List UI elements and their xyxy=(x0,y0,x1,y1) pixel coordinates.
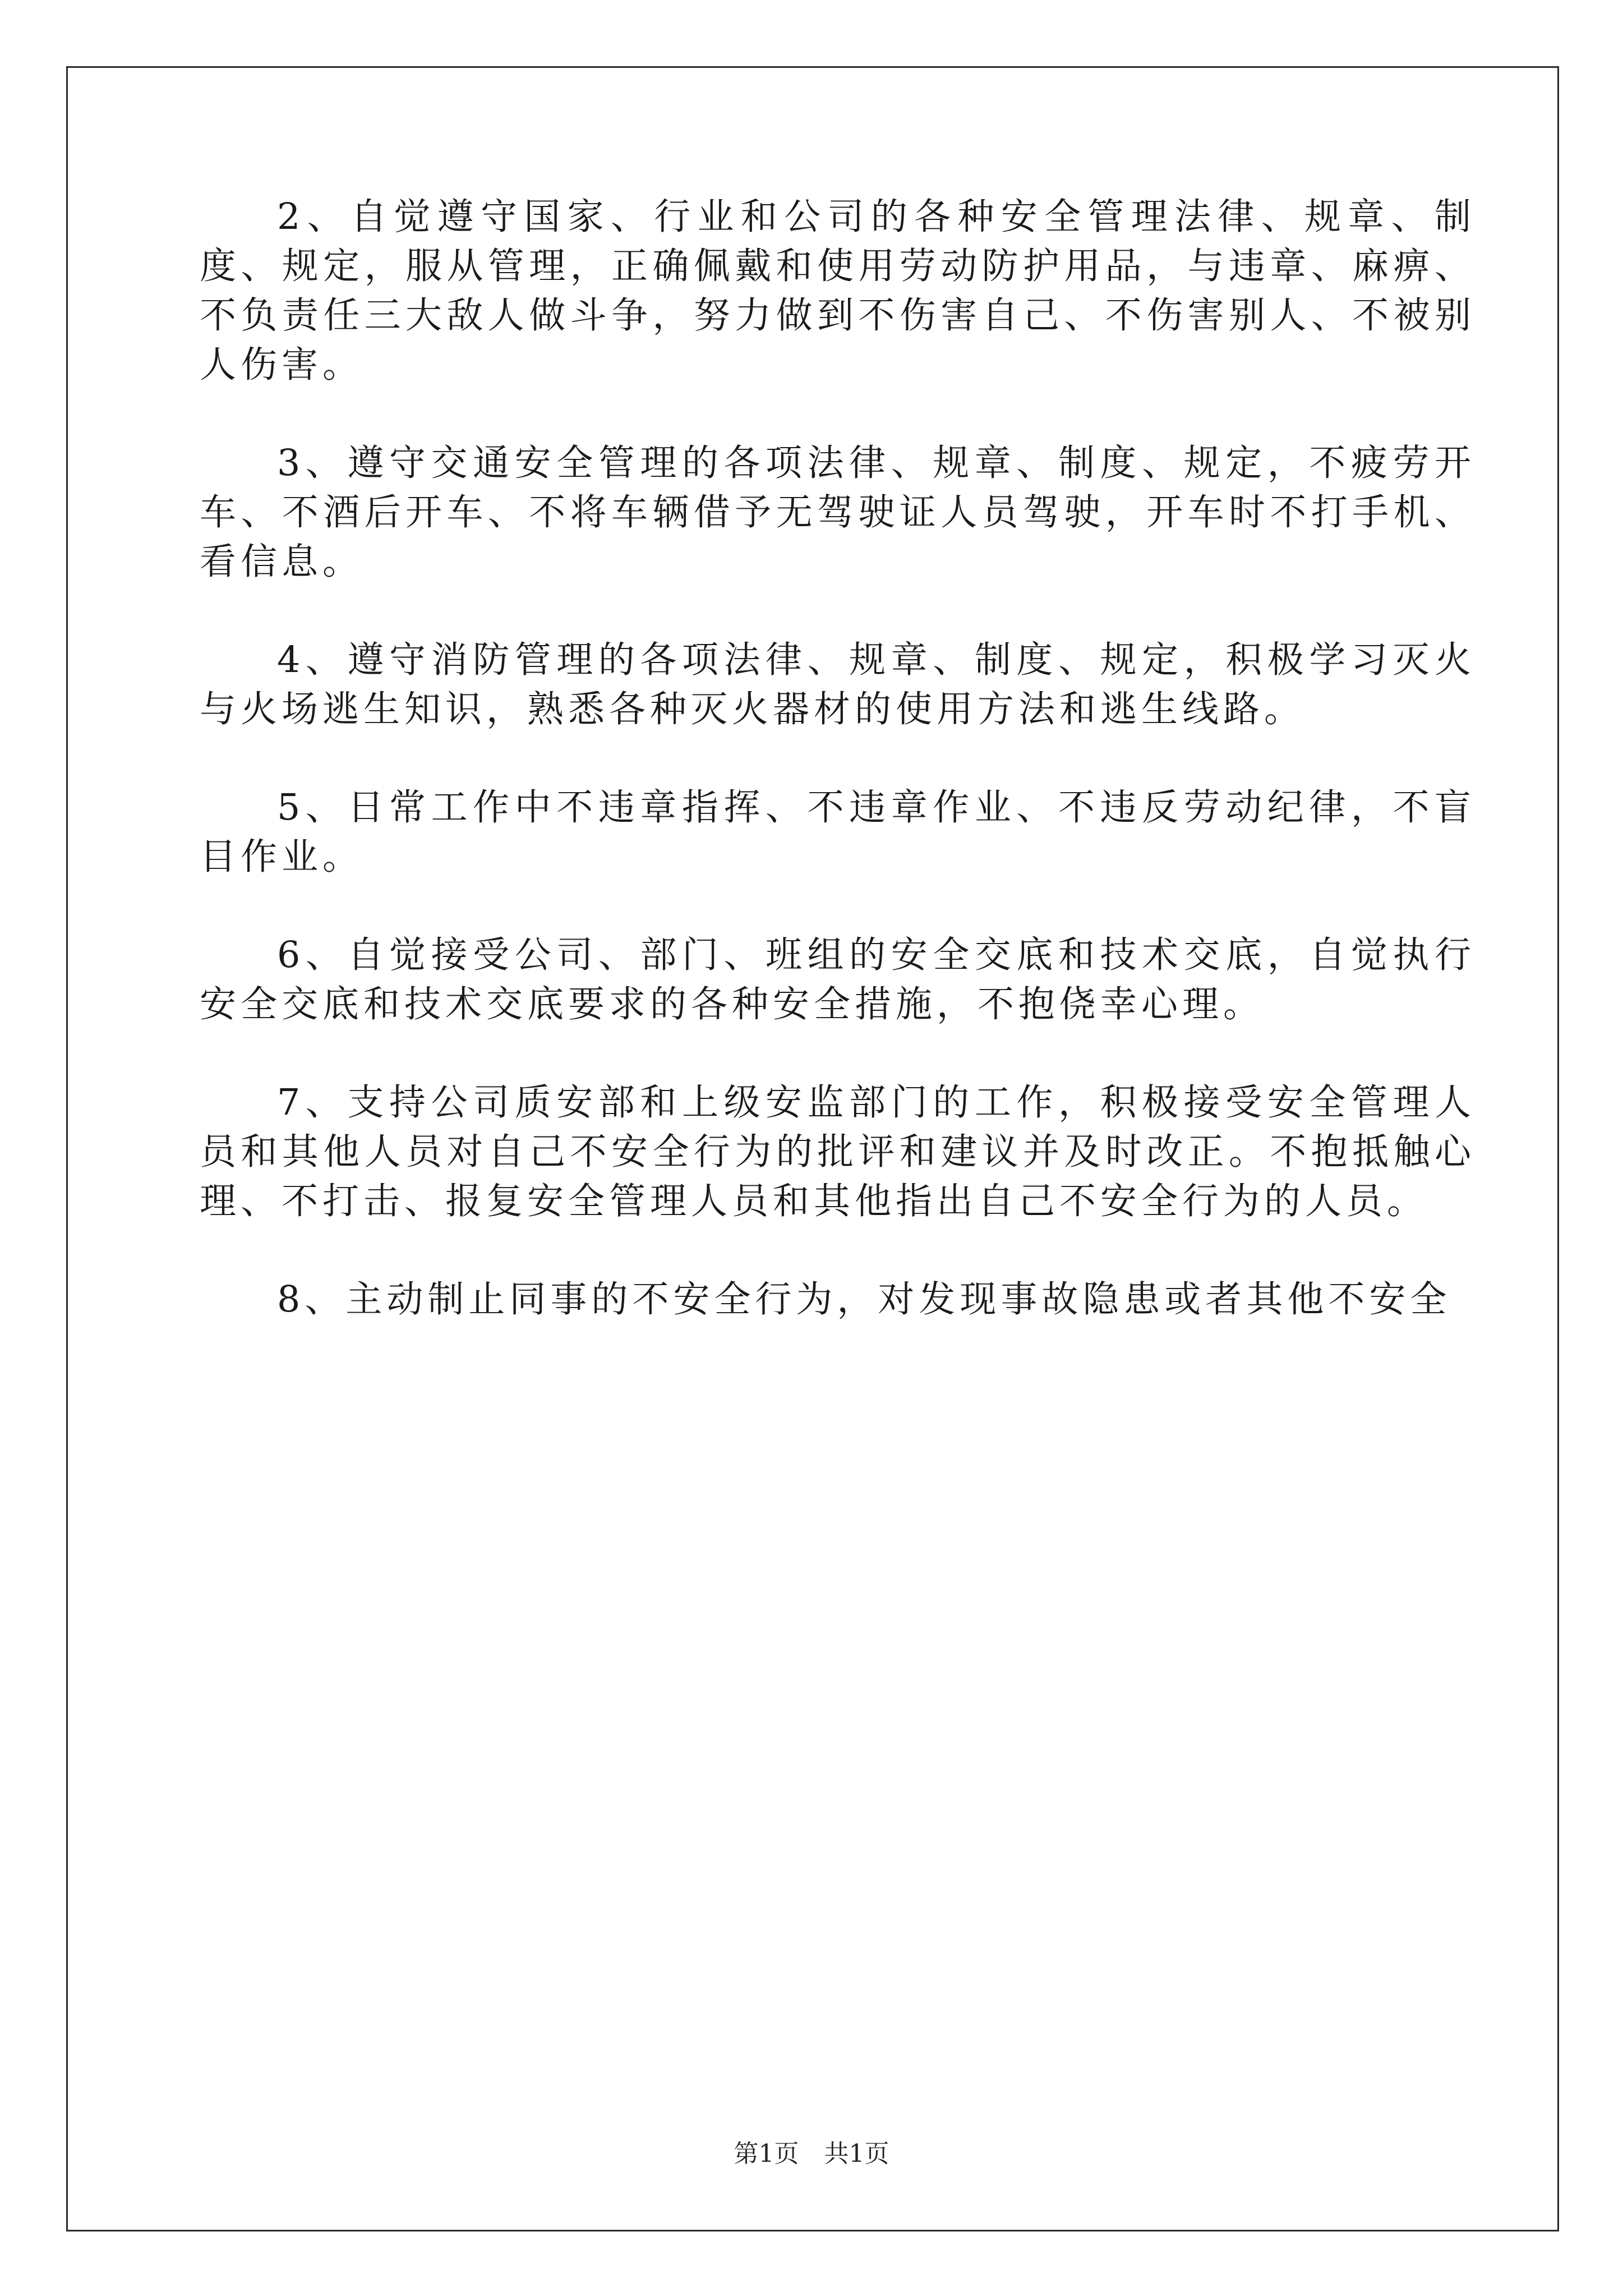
paragraph-item-2: 2、自觉遵守国家、行业和公司的各种安全管理法律、规章、制度、规定，服从管理，正确佩戴和使用劳动防护用品，与违章、麻痹、不负责任三大敌人做斗争，努力做到不伤害自己、不伤害别人、不被别人伤害。 xyxy=(200,196,1476,386)
paragraph-item-5: 5、日常工作中不违章指挥、不违章作业、不违反劳动纪律，不盲目作业。 xyxy=(200,786,1476,878)
paragraph-item-3: 3、遵守交通安全管理的各项法律、规章、制度、规定，不疲劳开车、不酒后开车、不将车辆借予无驾驶证人员驾驶，开车时不打手机、看信息。 xyxy=(200,442,1476,583)
document-body xyxy=(200,192,1476,1324)
current-page-label: 第1页 xyxy=(734,2139,799,2168)
paragraph-item-6: 6、自觉接受公司、部门、班组的安全交底和技术交底，自觉执行安全交底和技术交底要求的各种安全措施，不抱侥幸心理。 xyxy=(200,934,1476,1025)
paragraph-item-4: 4、遵守消防管理的各项法律、规章、制度、规定，积极学习灭火与火场逃生知识，熟悉各种灭火器材的使用方法和逃生线路。 xyxy=(200,639,1476,730)
page-footer xyxy=(0,2137,1623,2171)
total-pages-label: 共1页 xyxy=(824,2139,889,2168)
paragraph-item-8: 8、主动制止同事的不安全行为，对发现事故隐患或者其他不安全 xyxy=(277,1278,1451,1320)
paragraph-item-7: 7、支持公司质安部和上级安监部门的工作，积极接受安全管理人员和其他人员对自己不安全行为的批评和建议并及时改正。不抱抵触心理、不打击、报复安全管理人员和其他指出自己不安全行为的人员。 xyxy=(200,1082,1476,1222)
